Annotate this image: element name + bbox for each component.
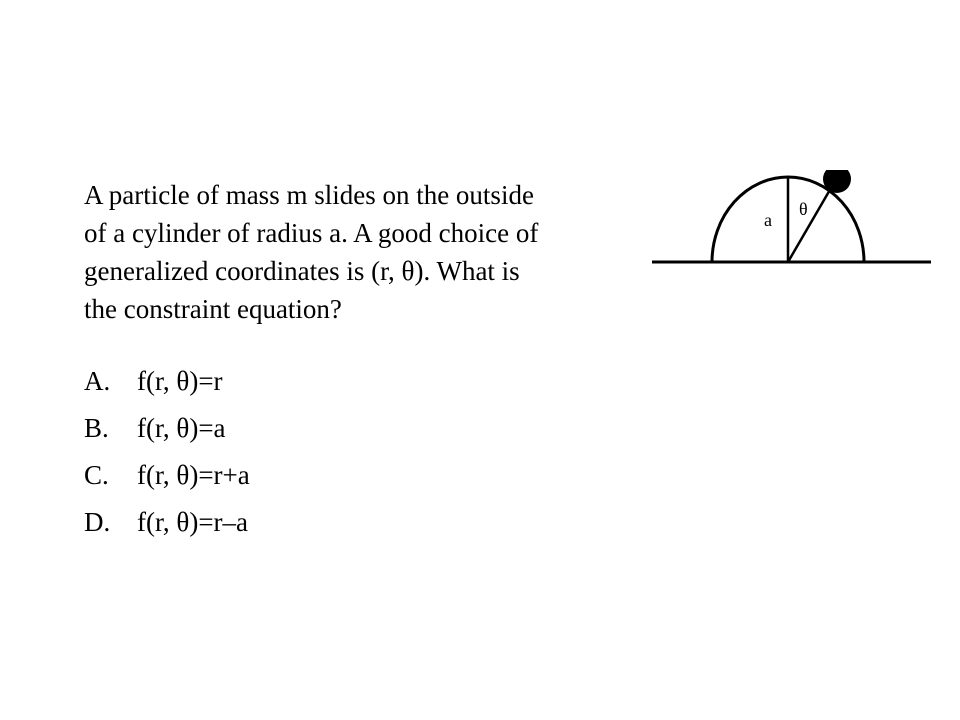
choice-b-text: f(r, θ)=a — [137, 413, 226, 443]
answer-choices — [84, 358, 250, 546]
question-line-4: the constraint equation? — [84, 294, 342, 324]
question-line-3: generalized coordinates is (r, θ). What is — [84, 256, 520, 286]
choice-d[interactable] — [84, 499, 250, 546]
question-line-2: of a cylinder of radius a. A good choice of — [84, 218, 539, 248]
angle-line — [788, 191, 829, 262]
cylinder-diagram — [650, 170, 940, 270]
choice-a-letter: A. — [84, 366, 111, 396]
angle-label: θ — [799, 199, 808, 219]
radius-label: a — [764, 210, 772, 230]
choice-d-text: f(r, θ)=r–a — [137, 507, 249, 537]
choice-c[interactable] — [84, 452, 250, 499]
choice-a-text: f(r, θ)=r — [137, 366, 223, 396]
choice-b-letter: B. — [84, 413, 109, 443]
question-line-1: A particle of mass m slides on the outside — [84, 180, 534, 210]
choice-a[interactable] — [84, 358, 250, 405]
choice-d-letter: D. — [84, 507, 111, 537]
choice-c-letter: C. — [84, 460, 109, 490]
choice-b[interactable] — [84, 405, 250, 452]
choice-c-text: f(r, θ)=r+a — [137, 460, 250, 490]
question-text — [84, 176, 644, 328]
